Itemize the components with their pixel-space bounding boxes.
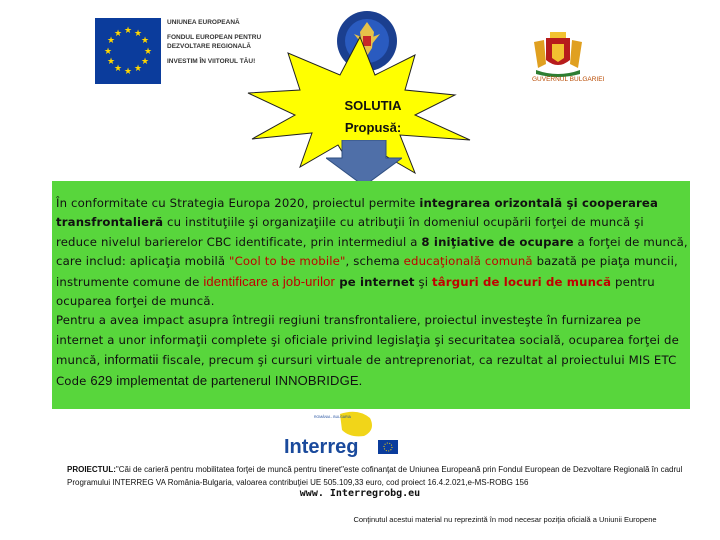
p1-job-identification: identificare a job-urilor — [203, 273, 335, 289]
svg-text:★: ★ — [103, 47, 113, 57]
p1-based: bazată pe piaţa muncii, instrumente comune de — [56, 254, 678, 289]
p1-body: cu instituţiile şi organizaţiile cu atribuţii în domeniul ocupării forţei de muncă şi reduce nivelul barierelor CBC identificate, prin intermediul a — [56, 215, 644, 249]
project-funding-statement — [67, 463, 707, 489]
eu-line-3: DEZVOLTARE REGIONALĂ — [167, 43, 251, 50]
svg-text:★: ★ — [113, 29, 123, 39]
svg-text:★: ★ — [113, 64, 123, 74]
p2-body: Pentru a avea impact asupra întregii regiuni transfrontaliere, proiectul investeşte în furnizarea pe internet a unor informaţii complete şi oficiale privind legislaţia şi securitatea socială, ocuparea forţei de muncă, — [56, 313, 679, 368]
svg-text:★: ★ — [143, 47, 153, 57]
p1-initiatives: 8 iniţiative de ocupare — [421, 234, 574, 249]
solution-description-text — [56, 194, 688, 391]
svg-text:★: ★ — [140, 36, 150, 46]
p2-informatii: informatii — [104, 352, 159, 368]
svg-text:★: ★ — [106, 57, 116, 67]
project-text: "Căi de carieră pentru mobilitatea forţei de muncă pentru tineret"este cofinanţat de Uniunea Europeană prin Fondul European de Dezvoltare Regională în cadrul Programului INTERREG VA România-Bulgaria, valoarea contribuţiei UE 505.109,33 euro, cod proiect 16.4.2.021,e-MS-ROBG 156 — [67, 465, 683, 487]
solution-title-line-2: Propusă: — [344, 120, 402, 135]
program-website-link[interactable]: www. Interregrobg.eu — [299, 488, 421, 499]
p1-integration: integrarea orizontală şi cooperarea transfrontalieră — [56, 196, 659, 230]
solution-title-line-1: SOLUTIA — [344, 98, 402, 113]
svg-text:★: ★ — [123, 26, 133, 36]
interreg-small-label: ROMÂNIA - BULGARIA — [314, 415, 351, 419]
svg-text:★: ★ — [140, 57, 150, 67]
svg-text:★: ★ — [133, 64, 143, 74]
svg-text:★: ★ — [123, 67, 133, 77]
eu-line-2: FONDUL EUROPEAN PENTRU — [167, 33, 262, 41]
interreg-logo-text: Interreg — [284, 436, 359, 458]
p1-schema: , schema — [345, 254, 404, 269]
p1-includes: a forţei de muncă, care includ: aplicaţia mobilă — [56, 234, 688, 269]
eu-disclaimer: Conţinutul acestui material nu reprezintă în mod necesar poziţia oficială a Uniunii Europene — [353, 515, 657, 524]
p1-job-fairs: târguri de locuri de muncă — [432, 274, 612, 289]
bulgarian-government-emblem-icon — [530, 30, 586, 78]
bulgarian-government-caption: GUVERNUL BULGARIEI — [532, 76, 605, 83]
solution-title — [318, 95, 428, 139]
eu-line-1: UNIUNEA EUROPEANĂ — [167, 19, 240, 26]
eu-line-4: INVESTIM ÎN VIITORUL TĂU! — [167, 57, 256, 65]
p1-app-name: "Cool to be mobile" — [229, 254, 346, 269]
p1-end: pentru ocuparea forţei de muncă. — [56, 274, 655, 309]
eu-flag-icon — [95, 18, 161, 84]
svg-text:★: ★ — [106, 36, 116, 46]
down-arrow-icon — [326, 140, 402, 186]
p1-educational: educaţională comună — [403, 254, 533, 269]
svg-text:★: ★ — [133, 29, 143, 39]
p2-mid: fiscale, precum şi cursuri virtuale de antreprenoriat, ca rezultat al proiectului MIS ETC Code — [56, 353, 677, 388]
p1-and: şi — [414, 274, 433, 289]
p1-intro: În conformitate cu Strategia Europa 2020, proiectul permite — [56, 196, 420, 210]
p1-internet: pe internet — [334, 274, 415, 289]
p2-code: 629 implementat de partenerul INNOBRIDGE. — [90, 372, 363, 388]
project-label: PROIECTUL: — [67, 465, 116, 474]
interreg-logo — [284, 410, 404, 462]
